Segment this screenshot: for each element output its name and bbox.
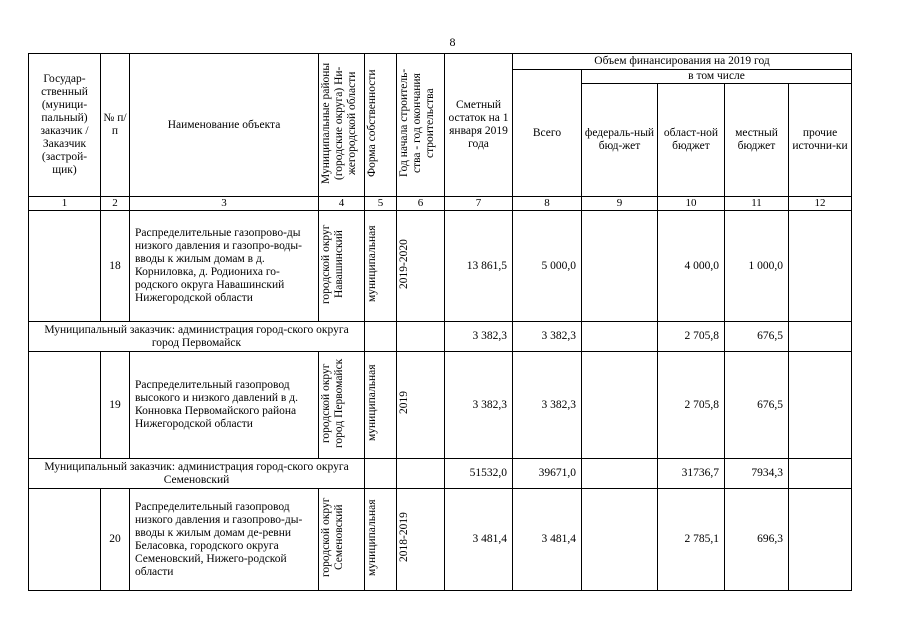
local-value: 676,5 xyxy=(725,352,789,459)
other-value xyxy=(789,489,852,591)
total-value: 39671,0 xyxy=(513,459,582,489)
customer-cell xyxy=(29,489,101,591)
header-local: местный бюджет xyxy=(725,84,789,197)
row-number: 19 xyxy=(101,352,130,459)
other-value xyxy=(789,211,852,322)
district-cell: городской округ город Первомайск xyxy=(319,352,365,459)
object-row xyxy=(29,352,852,459)
column-number: 12 xyxy=(789,197,852,211)
page-number: 8 xyxy=(449,35,456,49)
ownership-cell xyxy=(365,459,397,489)
local-value: 696,3 xyxy=(725,489,789,591)
column-number: 1 xyxy=(29,197,101,211)
header-including: в том числе xyxy=(582,70,852,84)
ownership-cell: муниципальная xyxy=(365,211,397,322)
customer-row xyxy=(29,322,852,352)
header-years: Год начала строитель-ства - год окончания строительства xyxy=(397,54,445,197)
other-value xyxy=(789,459,852,489)
customer-row xyxy=(29,459,852,489)
column-number: 11 xyxy=(725,197,789,211)
total-value: 3 382,3 xyxy=(513,322,582,352)
remainder-value: 3 481,4 xyxy=(445,489,513,591)
object-name: Распределительный газопровод низкого давления и газопрово-ды-вводы к жилым домам де-ревни Беласовка, городского округа Семеновский, Нижего-родской области xyxy=(130,489,319,591)
other-value xyxy=(789,352,852,459)
remainder-value: 3 382,3 xyxy=(445,322,513,352)
financing-table xyxy=(28,53,852,591)
column-number: 9 xyxy=(582,197,658,211)
header-funding: Объем финансирования на 2019 год xyxy=(513,54,852,70)
header-row-1 xyxy=(29,54,852,70)
regional-value: 31736,7 xyxy=(658,459,725,489)
remainder-value: 3 382,3 xyxy=(445,352,513,459)
column-number: 6 xyxy=(397,197,445,211)
row-number: 20 xyxy=(101,489,130,591)
header-customer: Государ-ственный (муници-пальный) заказчик / Заказчик (застрой-щик) xyxy=(29,54,101,197)
object-row xyxy=(29,211,852,322)
federal-value xyxy=(582,211,658,322)
regional-value: 2 705,8 xyxy=(658,352,725,459)
federal-value xyxy=(582,489,658,591)
header-num: № п/п xyxy=(101,54,130,197)
district-cell: городской округ Навашинский xyxy=(319,211,365,322)
total-value: 5 000,0 xyxy=(513,211,582,322)
years-cell xyxy=(397,322,445,352)
ownership-cell: муниципальная xyxy=(365,352,397,459)
total-value: 3 382,3 xyxy=(513,352,582,459)
regional-value: 2 705,8 xyxy=(658,322,725,352)
years-cell xyxy=(397,459,445,489)
header-ownership: Форма собственности xyxy=(365,54,397,197)
ownership-cell: муниципальная xyxy=(365,489,397,591)
customer-cell xyxy=(29,211,101,322)
local-value: 676,5 xyxy=(725,322,789,352)
column-number: 10 xyxy=(658,197,725,211)
customer-label: Муниципальный заказчик: администрация город-ского округа Семеновский xyxy=(29,459,365,489)
object-name: Распределительные газопрово-ды низкого давления и газопро-воды-вводы к жилым домам в д. Корниловка, д. Родиониха го-родского округа Навашинский Нижегородской области xyxy=(130,211,319,322)
row-number: 18 xyxy=(101,211,130,322)
column-number: 2 xyxy=(101,197,130,211)
other-value xyxy=(789,322,852,352)
years-cell: 2018-2019 xyxy=(397,489,445,591)
header-regional: област-ной бюджет xyxy=(658,84,725,197)
object-name: Распределительный газопровод высокого и низкого давлений в д. Конновка Первомайского района Нижегородской области xyxy=(130,352,319,459)
customer-label: Муниципальный заказчик: администрация город-ского округа город Первомайск xyxy=(29,322,365,352)
header-other: прочие источни-ки xyxy=(789,84,852,197)
local-value: 1 000,0 xyxy=(725,211,789,322)
total-value: 3 481,4 xyxy=(513,489,582,591)
remainder-value: 51532,0 xyxy=(445,459,513,489)
federal-value xyxy=(582,352,658,459)
object-row xyxy=(29,489,852,591)
years-cell: 2019 xyxy=(397,352,445,459)
column-number: 7 xyxy=(445,197,513,211)
years-cell: 2019-2020 xyxy=(397,211,445,322)
column-number: 3 xyxy=(130,197,319,211)
federal-value xyxy=(582,322,658,352)
district-cell: городской округ Семеновский xyxy=(319,489,365,591)
local-value: 7934,3 xyxy=(725,459,789,489)
ownership-cell xyxy=(365,322,397,352)
federal-value xyxy=(582,459,658,489)
remainder-value: 13 861,5 xyxy=(445,211,513,322)
header-federal: федераль-ный бюд-жет xyxy=(582,84,658,197)
header-remainder: Сметный остаток на 1 января 2019 года xyxy=(445,54,513,197)
header-total: Всего xyxy=(513,70,582,197)
header-object-name: Наименование объекта xyxy=(130,54,319,197)
column-numbers-row xyxy=(29,197,852,211)
column-number: 4 xyxy=(319,197,365,211)
regional-value: 2 785,1 xyxy=(658,489,725,591)
header-districts: Муниципальные районы (городские округа) Ни-жегородской области xyxy=(319,54,365,197)
column-number: 5 xyxy=(365,197,397,211)
column-number: 8 xyxy=(513,197,582,211)
regional-value: 4 000,0 xyxy=(658,211,725,322)
customer-cell xyxy=(29,352,101,459)
